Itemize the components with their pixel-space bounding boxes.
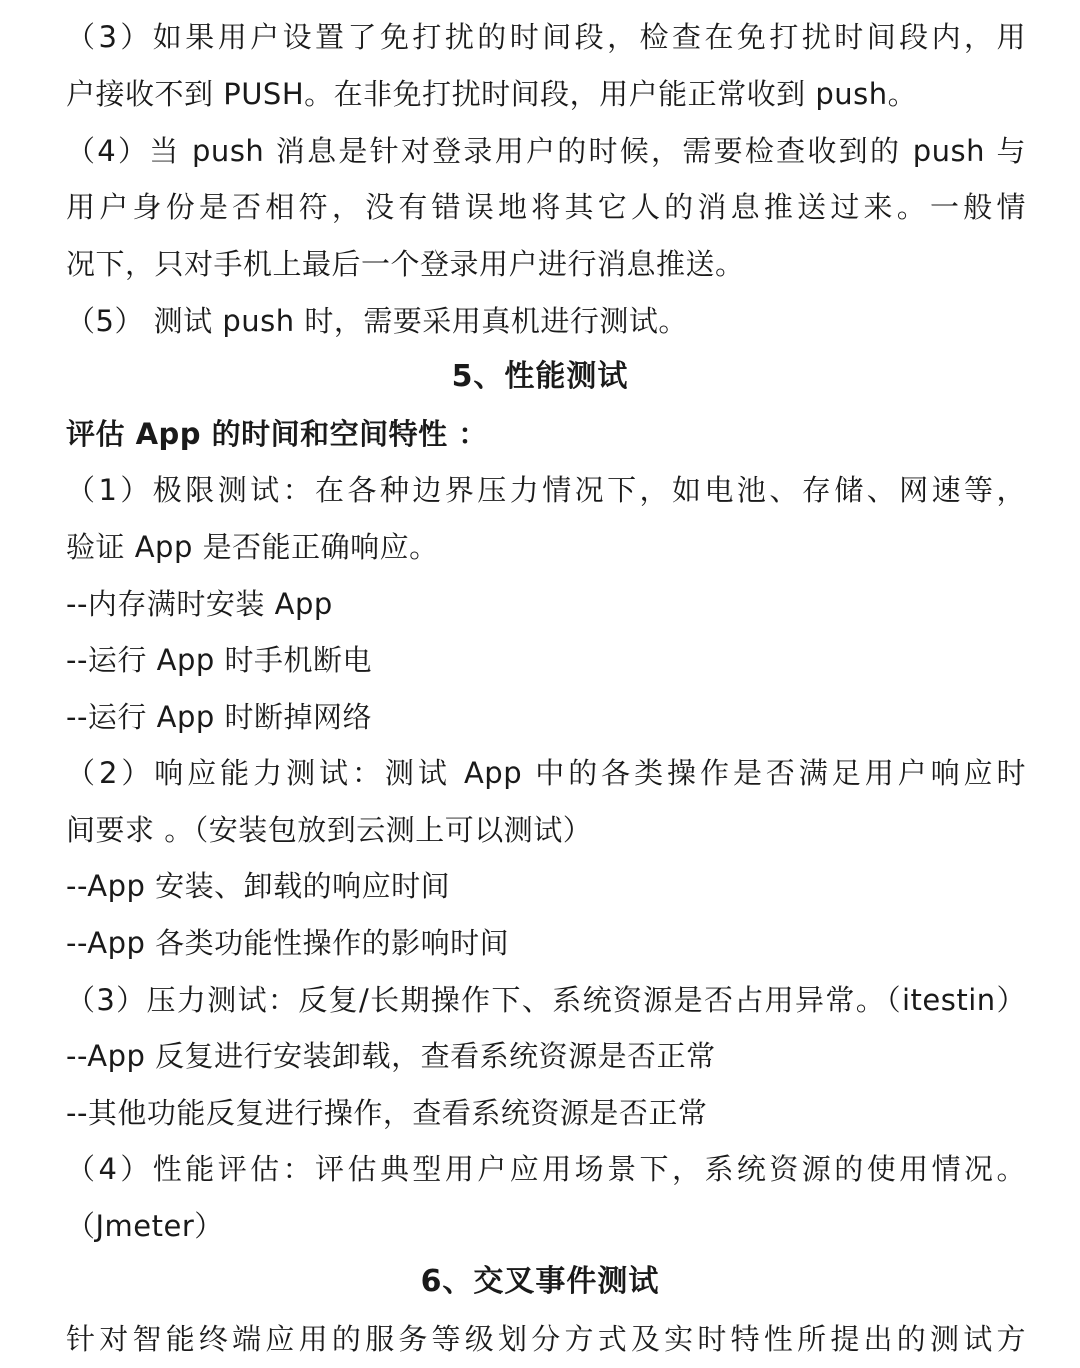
section-heading: 6、交叉事件测试 [420, 1264, 660, 1299]
list-item: --其他功能反复进行操作，查看系统资源是否正常 [66, 1096, 708, 1130]
list-item: --运行 App 时断掉网络 [66, 700, 373, 734]
paragraph-line: （1）极限测试：在各种边界压力情况下，如电池、存储、网速等， [66, 473, 1026, 507]
paragraph-line: 户接收不到 PUSH。在非免打扰时间段，用户能正常收到 push。 [66, 77, 918, 111]
paragraph-line: （3）如果用户设置了免打扰的时间段，检查在免打扰时间段内，用 [66, 20, 1026, 54]
list-item: --App 各类功能性操作的影响时间 [66, 926, 510, 960]
list-item: --App 反复进行安装卸载，查看系统资源是否正常 [66, 1039, 716, 1073]
list-item: --运行 App 时手机断电 [66, 643, 373, 677]
list-item: --内存满时安装 App [66, 587, 333, 621]
list-item: --App 安装、卸载的响应时间 [66, 869, 451, 903]
paragraph-line: （5） 测试 push 时，需要采用真机进行测试。 [66, 304, 688, 338]
paragraph-line: （3）压力测试：反复/长期操作下、系统资源是否占用异常。（itestin） [66, 983, 1026, 1017]
paragraph-line: 验证 App 是否能正确响应。 [66, 530, 439, 564]
paragraph-line: 况下，只对手机上最后一个登录用户进行消息推送。 [66, 247, 745, 281]
section-intro: 评估 App 的时间和空间特性 ： [66, 417, 488, 451]
section-heading: 5、性能测试 [451, 359, 629, 394]
paragraph-line: （4）性能评估：评估典型用户应用场景下，系统资源的使用情况。 [66, 1152, 1026, 1186]
paragraph-line: （Jmeter） [66, 1209, 224, 1243]
paragraph-line: 针对智能终端应用的服务等级划分方式及实时特性所提出的测试方 [66, 1322, 1026, 1356]
paragraph-line: 用户身份是否相符，没有错误地将其它人的消息推送过来。一般情 [66, 190, 1026, 224]
paragraph-line: （4）当 push 消息是针对登录用户的时候，需要检查收到的 push 与 [66, 134, 1026, 168]
paragraph-line: （2）响应能力测试：测试 App 中的各类操作是否满足用户响应时 [66, 756, 1026, 790]
paragraph-line: 间要求 。（安装包放到云测上可以测试） [66, 813, 593, 847]
